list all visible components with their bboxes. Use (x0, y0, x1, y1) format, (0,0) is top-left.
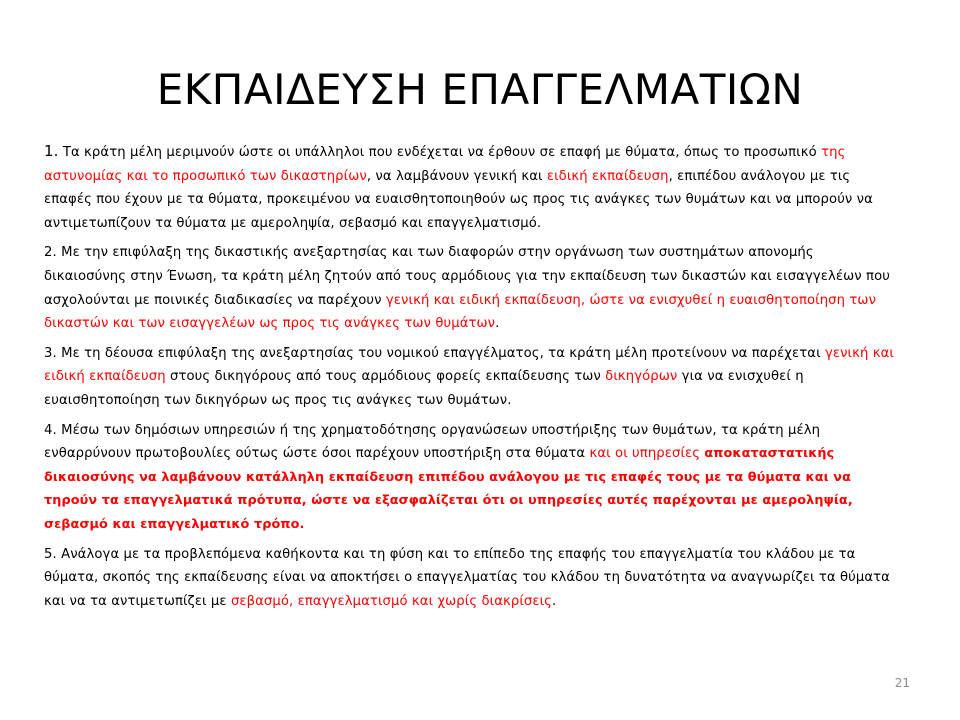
paragraph-4 (44, 419, 900, 537)
highlighted-text: ειδική εκπαίδευση (546, 168, 669, 184)
highlighted-text: και οι υπηρεσίες (589, 446, 705, 462)
paragraph-text: Με τη δέουσα επιφύλαξη της ανεξαρτησίας του νομικού επαγγέλματος, τα κράτη μέλη προτείνουν να παρέχεται (61, 345, 825, 361)
paragraph-text: Μέσω των δημόσιων υπηρεσιών ή της χρηματοδότησης οργανώσεων υποστήριξης των θυμάτων, τα κράτη μέλη ενθαρρύνουν πρωτοβουλίες ούτως ώστε όσοι παρέχουν υποστήριξη στα θύματα (44, 422, 821, 462)
paragraph-text: , επιπέδου ανάλογου με τις επαφές που έχουν με τα θύματα, προκειμένου να ευαισθητοποιηθούν ως προς τις ανάγκες των θυμάτων και να μπορούν να αντιμετωπίζουν τα θύματα με αμεροληψία, σεβασμό και επαγγελματισμό. (44, 168, 873, 231)
paragraph-text: . (495, 316, 500, 332)
paragraph-number: 3. (44, 345, 57, 361)
paragraph-5 (44, 543, 900, 614)
highlighted-text: σεβασμό, επαγγελματισμό και χωρίς διακρίσεις (230, 593, 552, 609)
paragraph-number: 4. (44, 422, 57, 438)
highlighted-bold-text: αποκαταστατικής δικαιοσύνης να λαμβάνουν κατάλληλη εκπαίδευση επιπέδου ανάλογου με τις επαφές τους με τα θύματα και να τηρούν τα επαγγελματικά πρότυπα, ώστε να εξασφαλίζεται ότι οι υπηρεσίες αυτές παρέχονται με αμεροληψία, σεβασμό και επαγγελματικό τρόπο. (44, 446, 853, 532)
highlighted-text: δικηγόρων (605, 369, 678, 385)
paragraph-number: 2. (44, 245, 57, 261)
paragraph-2 (44, 241, 900, 335)
paragraph-3 (44, 342, 900, 413)
paragraph-text: Με την επιφύλαξη της δικαστικής ανεξαρτησίας και των διαφορών στην οργάνωση των συστημάτων απονομής δικαιοσύνης στην Ένωση, τα κράτη μέλη ζητούν από τους αρμόδιους για την εκπαίδευση των δικαστών και εισαγγελέων που ασχολούνται με ποινικές διαδικασίες να παρέχουν (44, 245, 890, 308)
paragraph-text: , να λαμβάνουν γενική και (366, 168, 547, 184)
highlighted-text: γενική και ειδική εκπαίδευση, ώστε να ενισχυθεί η ευαισθητοποίηση των δικαστών και των εισαγγελέων ως προς τις ανάγκες των θυμάτων (44, 292, 877, 332)
paragraph-1 (44, 140, 900, 235)
highlighted-text: της αστυνομίας και το προσωπικό των δικαστηρίων (44, 145, 846, 184)
paragraph-text: στους δικηγόρους από τους αρμόδιους φορείς εκπαίδευσης των (165, 369, 606, 385)
page-number: 21 (894, 676, 910, 690)
paragraph-text: για να ενισχυθεί η ευαισθητοποίηση των δικηγόρων ως προς τις ανάγκες των θυμάτων. (44, 369, 804, 408)
paragraph-number: 5. (44, 546, 57, 562)
highlighted-text: γενική και ειδική εκπαίδευση (44, 345, 894, 385)
paragraph-text: Ανάλογα με τα προβλεπόμενα καθήκοντα και τη φύση και το επίπεδο της επαφής του επαγγελματία του κλάδου με τα θύματα, σκοπός της εκπαίδευσης είναι να αποκτήσει ο επαγγελματίας του κλάδου τη δυνατότητα να αναγνωρίζει τα θύματα και να τα αντιμετωπίζει με (44, 546, 890, 609)
paragraph-text: Τα κράτη μέλη μεριμνούν ώστε οι υπάλληλοι που ενδέχεται να έρθουν σε επαφή με θύματα, όπως το προσωπικό (62, 145, 822, 160)
paragraph-number: 1. (44, 142, 59, 160)
slide-title: ΕΚΠΑΙΔΕΥΣΗ ΕΠΑΓΓΕΛΜΑΤΙΩΝ (156, 65, 804, 114)
slide-body (44, 140, 900, 619)
paragraph-text: . (552, 593, 557, 609)
